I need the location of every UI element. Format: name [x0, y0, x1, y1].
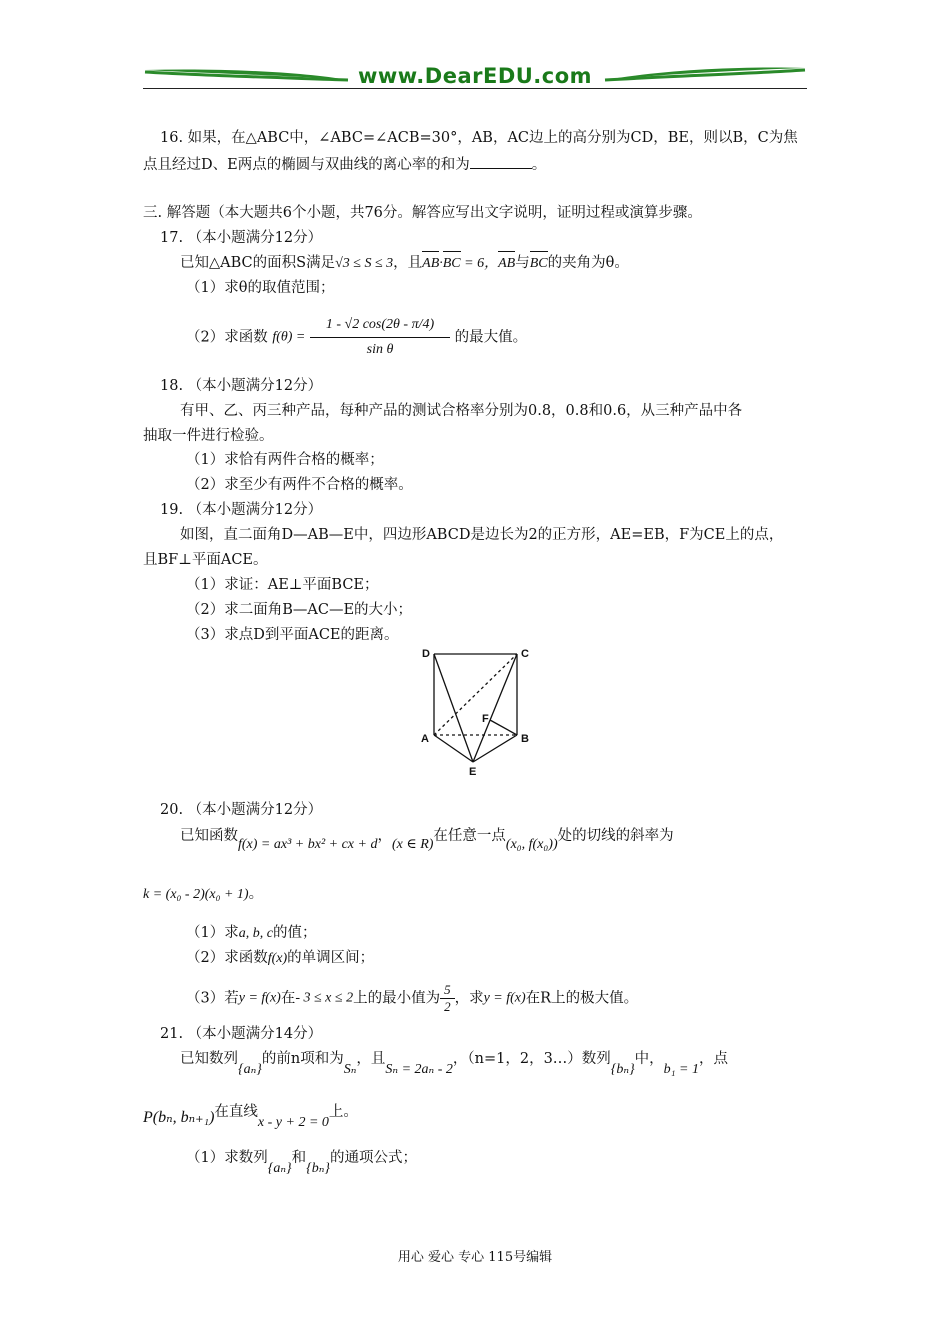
q17-part1: （1）求θ的取值范围；	[186, 280, 335, 296]
q18-stem2: 抽取一件进行检验。	[143, 428, 274, 444]
q19-heading: 19. （本小题满分12分）	[160, 502, 323, 518]
edge-ac-dashed	[434, 654, 517, 735]
q20-p2-a: （2）求函数	[186, 950, 268, 966]
q17-heading: 17. （本小题满分12分）	[160, 230, 323, 246]
q21-heading: 21. （本小题满分14分）	[160, 1026, 323, 1042]
q21-p1-bn: {bₙ}	[306, 1161, 330, 1176]
q20-p1-a: （1）求	[186, 925, 239, 941]
q17-p2-a: （2）求函数	[186, 329, 268, 346]
q20-domain: (x ∈ R)	[391, 837, 434, 852]
section-title: 三. 解答题（本大题共6个小题，共76分。解答应写出文字说明，证明过程或演算步骤。	[143, 205, 702, 221]
q20-k: k = (x₀ - 2)(x₀ + 1)	[143, 887, 249, 902]
q21-sn: Sₙ	[343, 1062, 357, 1077]
q20-slope	[143, 884, 263, 905]
q20-stem	[180, 826, 674, 852]
q21-p1-a: （1）求数列	[186, 1150, 268, 1166]
q17-stem	[180, 253, 629, 274]
label-d: D	[422, 648, 430, 660]
label-a: A	[421, 733, 429, 745]
q20-stem-d: 处的切线的斜率为	[557, 828, 674, 844]
q16-line2-end: 。	[531, 157, 547, 173]
edge-ce	[473, 654, 517, 762]
q17-fraction-num: 1 - √2 cos(2θ - π/4)	[310, 313, 450, 338]
q20-heading: 20. （本小题满分12分）	[160, 802, 323, 818]
q21-stem-line2	[143, 1102, 358, 1130]
q18-heading: 18. （本小题满分12分）	[160, 378, 323, 394]
q16-line2	[143, 154, 546, 175]
label-e: E	[469, 766, 477, 778]
geometry-figure	[410, 640, 540, 780]
q20-p3-m3: y = f(x)	[483, 990, 526, 1006]
q20-p2-m: f(x)	[267, 951, 288, 966]
answer-blank	[470, 154, 532, 169]
header-divider	[143, 88, 807, 89]
q20-part3	[186, 982, 638, 1015]
q21-sn-eq: Sₙ = 2aₙ - 2	[385, 1062, 453, 1077]
q20-p1-b: 的值；	[272, 925, 317, 941]
q19-stem1: 如图，直二面角D—AB—E中，四边形ABCD是边长为2的正方形，AE=EB，F为CE上的点，	[180, 527, 784, 543]
edge-de	[434, 654, 473, 762]
q16-line1: 16. 如果，在△ABC中，∠ABC=∠ACB=30°，AB，AC边上的高分别为CD，BE，则以B，C为焦	[160, 130, 798, 146]
q21-stem-g: 在直线	[214, 1104, 258, 1120]
q17-condition: √3 ≤ S ≤ 3	[335, 256, 394, 271]
q21-an: {aₙ}	[238, 1062, 262, 1077]
q20-fraction	[440, 982, 455, 1015]
label-f: F	[482, 713, 489, 725]
q18-stem1: 有甲、乙、丙三种产品，每种产品的测试合格率分别为0.8，0.8和0.6，从三种产品中各	[180, 403, 743, 419]
q17-stem-d: 的夹角为θ。	[547, 255, 629, 271]
vector-bc: BC	[443, 254, 461, 274]
q20-p2-b: 的单调区间；	[287, 950, 375, 966]
q20-stem-b: ，	[377, 828, 392, 844]
q20-fraction-num: 5	[440, 982, 455, 999]
q20-fx: f(x) = ax³ + bx² + cx + d	[238, 837, 378, 852]
q21-stem-d: ，（n=1，2，3…）数列	[452, 1051, 611, 1067]
q20-p3-e: 在R上的极大值。	[525, 990, 639, 1007]
q17-fx: f(θ) =	[272, 329, 306, 345]
q21-bn: {bₙ}	[610, 1062, 635, 1077]
edge-fb	[490, 720, 517, 735]
q17-p2-b: 的最大值。	[454, 329, 528, 346]
q17-eq: = 6，	[460, 256, 499, 271]
q21-stem-f: ，点	[699, 1051, 728, 1067]
q19-part2: （2）求二面角B—AC—E的大小；	[186, 602, 413, 618]
q16-line2-text: 点且经过D、E两点的椭圆与双曲线的离心率的和为	[143, 157, 470, 173]
q17-stem-b: ，且	[393, 255, 423, 271]
q20-p3-m2: - 3 ≤ x ≤ 2	[295, 990, 354, 1006]
q21-stem-b: 的前n项和为	[261, 1051, 344, 1067]
q21-stem-h: 上。	[328, 1104, 358, 1120]
q17-fraction	[310, 313, 450, 362]
q20-p3-d: ，求	[454, 990, 484, 1007]
q17-stem-c: 与	[515, 255, 530, 271]
q19-stem2: 且BF⊥平面ACE。	[143, 552, 268, 568]
q20-point: (x₀, f(x₀))	[505, 837, 558, 852]
vector-ab-2: AB	[498, 254, 515, 274]
q21-stem	[180, 1049, 728, 1077]
q17-stem-a: 已知△ABC的面积S满足	[180, 255, 336, 271]
q21-stem-c: ，且	[356, 1051, 386, 1067]
q20-p3-b: 在	[280, 990, 296, 1007]
page-footer: 用心 爱心 专心 115号编辑	[397, 1250, 553, 1265]
q21-point-p: P(bₙ, bₙ₊₁)	[143, 1109, 215, 1126]
q18-part1: （1）求恰有两件合格的概率；	[186, 452, 384, 468]
q21-b1: b₁ = 1	[663, 1062, 699, 1077]
edge-ae	[434, 735, 473, 762]
edge-be	[473, 735, 517, 762]
q20-p1-m: a, b, c	[238, 926, 273, 941]
q18-part2: （2）求至少有两件不合格的概率。	[186, 477, 413, 493]
vector-bc-2: BC	[530, 254, 548, 274]
q17-part2	[186, 313, 527, 362]
q20-stem-a: 已知函数	[180, 828, 238, 844]
q21-part1	[186, 1148, 417, 1176]
q17-fraction-den: sin θ	[366, 342, 394, 357]
q20-p3-a: （3）若	[186, 990, 239, 1007]
q21-stem-e: 中，	[634, 1051, 664, 1067]
site-brand-logo: www.DearEDU.com	[357, 64, 593, 88]
q20-fraction-den: 2	[444, 999, 451, 1014]
header-banner	[143, 60, 807, 96]
q21-p1-b: 和	[291, 1150, 307, 1166]
label-c: C	[521, 648, 529, 660]
q19-part3: （3）求点D到平面ACE的距离。	[186, 627, 399, 643]
q20-part1	[186, 923, 316, 944]
q20-k-end: 。	[248, 886, 264, 902]
q21-p1-an: {aₙ}	[267, 1161, 292, 1176]
q19-part1: （1）求证：AE⊥平面BCE；	[186, 577, 379, 593]
label-b: B	[521, 733, 529, 745]
q21-p1-c: 的通项公式；	[329, 1150, 417, 1166]
dot-operator: ·	[439, 256, 443, 271]
q20-p3-c: 上的最小值为	[353, 990, 441, 1007]
q21-stem-a: 已知数列	[180, 1051, 238, 1067]
q20-part2	[186, 948, 374, 969]
vector-ab: AB	[422, 254, 439, 274]
q21-line-eq: x - y + 2 = 0	[257, 1115, 329, 1130]
q20-p3-m1: y = f(x)	[238, 990, 281, 1006]
q20-stem-c: 在任意一点	[433, 828, 506, 844]
